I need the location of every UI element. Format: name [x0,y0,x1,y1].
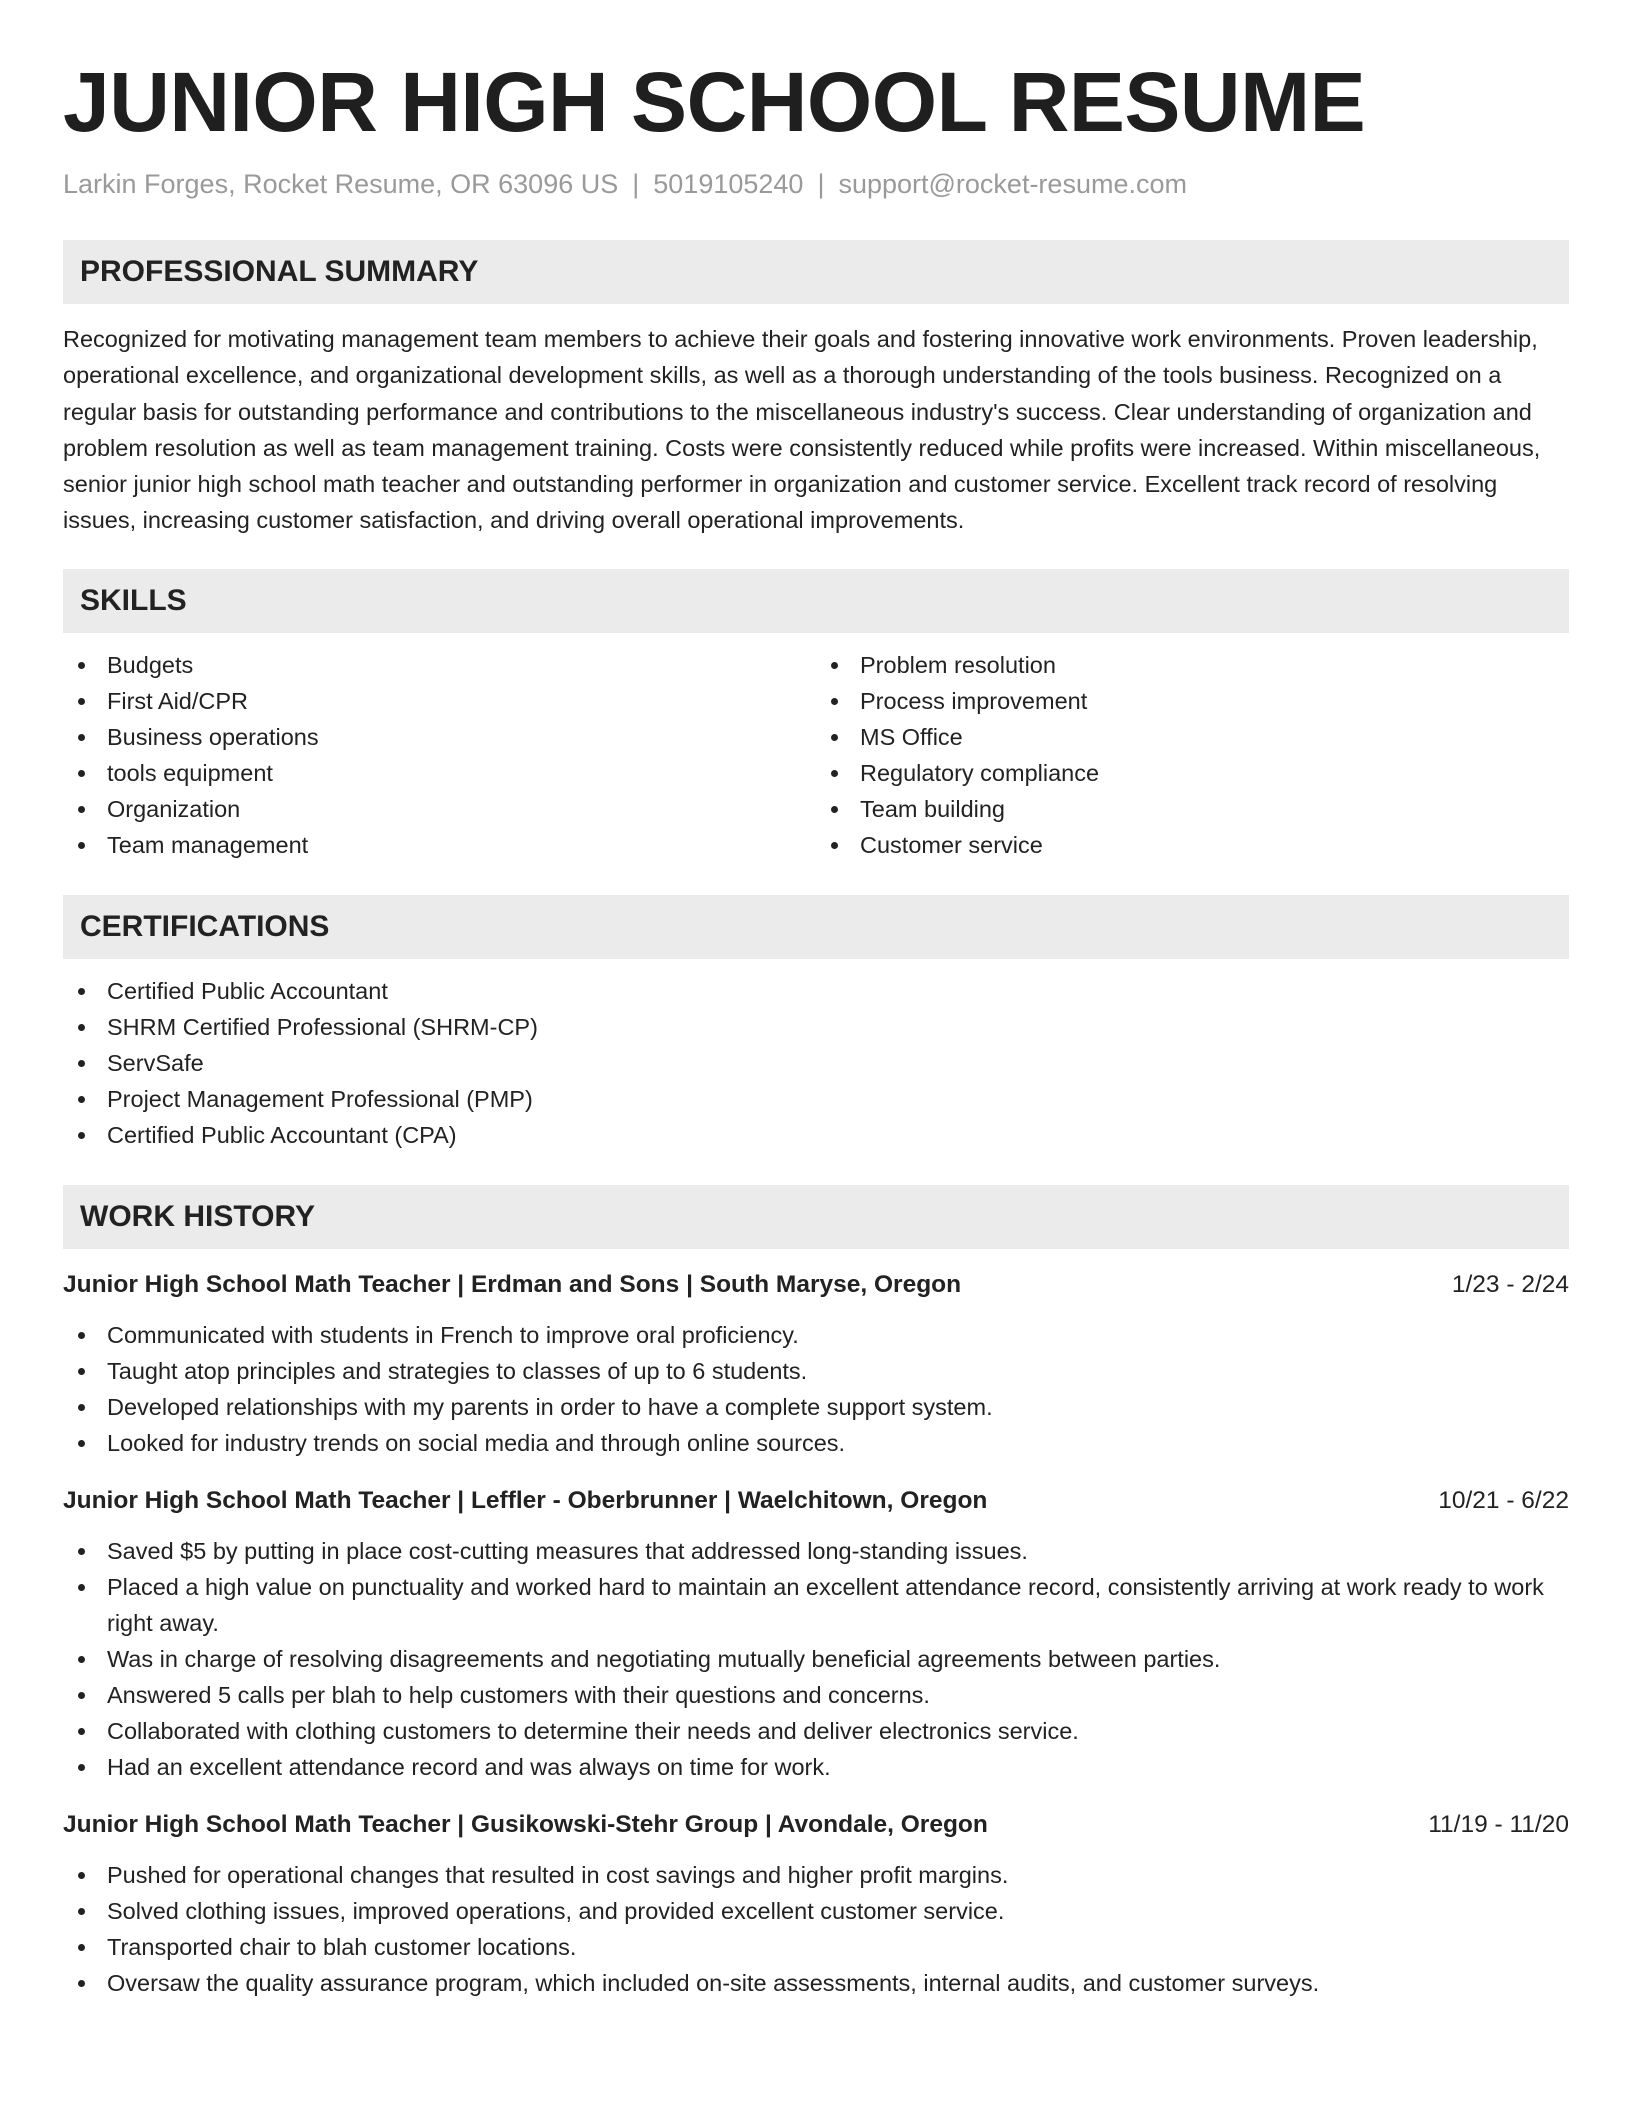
skill-item: Budgets [63,647,816,683]
section-heading-skills: SKILLS [63,569,1569,633]
job-bullet: Was in charge of resolving disagreements and negotiating mutually beneficial agreements between parties. [63,1641,1569,1677]
job-bullet: Looked for industry trends on social media and through online sources. [63,1425,1569,1461]
skills-list [63,647,1569,863]
contact-address: Larkin Forges, Rocket Resume, OR 63096 US [63,169,619,199]
job-bullet: Solved clothing issues, improved operations, and provided excellent customer service. [63,1893,1569,1929]
certifications-list [63,973,1569,1153]
skill-item: Business operations [63,719,816,755]
certification-item: SHRM Certified Professional (SHRM-CP) [63,1009,1569,1045]
skill-item: MS Office [816,719,1569,755]
skill-item: Organization [63,791,816,827]
job-bullet: Taught atop principles and strategies to classes of up to 6 students. [63,1353,1569,1389]
contact-phone: 5019105240 [653,169,804,199]
summary-text: Recognized for motivating management team members to achieve their goals and fostering innovative work environments. Proven leadership, operational excellence, and organizational development skills, as well as a thorough understanding of the tools business. Recognized on a regular basis for outstanding performance and contributions to the miscellaneous industry's success. Clear understanding of organization and problem resolution as well as team management training. Costs were consistently reduced while profits were increased. Within miscellaneous, senior junior high school math teacher and outstanding performer in organization and customer service. Excellent track record of resolving issues, increasing customer satisfaction, and driving overall operational improvements. [63,326,1541,534]
job-bullet: Oversaw the quality assurance program, which included on-site assessments, internal audits, and customer surveys. [63,1965,1569,2001]
job-bullets [63,1857,1569,2001]
skill-item: Customer service [816,827,1569,863]
contact-line [63,166,1569,202]
skill-item: Team management [63,827,816,863]
section-heading-summary: PROFESSIONAL SUMMARY [63,240,1569,304]
job-dates: 10/21 - 6/22 [1438,1486,1569,1514]
certification-item: Project Management Professional (PMP) [63,1081,1569,1117]
contact-email: support@rocket-resume.com [838,169,1187,199]
job-header [63,1807,1569,1843]
job-bullet: Collaborated with clothing customers to determine their needs and deliver electronics service. [63,1713,1569,1749]
job-bullet: Saved $5 by putting in place cost-cutting measures that addressed long-standing issues. [63,1533,1569,1569]
skill-item: Team building [816,791,1569,827]
skill-item: Process improvement [816,683,1569,719]
section-heading-work-history: WORK HISTORY [63,1185,1569,1249]
job-dates: 11/19 - 11/20 [1428,1810,1569,1838]
contact-separator: | [632,169,640,199]
skills-column-left [63,647,816,863]
job-bullet: Communicated with students in French to improve oral proficiency. [63,1317,1569,1353]
job-dates: 1/23 - 2/24 [1451,1270,1569,1298]
skill-item: Regulatory compliance [816,755,1569,791]
job-bullet: Transported chair to blah customer locations. [63,1929,1569,1965]
certification-item: ServSafe [63,1045,1569,1081]
job-title: Junior High School Math Teacher | Leffler - Oberbrunner | Waelchitown, Oregon [63,1486,988,1514]
certification-item: Certified Public Accountant (CPA) [63,1117,1569,1153]
job-header [63,1267,1569,1303]
job-bullet: Developed relationships with my parents in order to have a complete support system. [63,1389,1569,1425]
job-entry [63,1483,1569,1785]
job-title: Junior High School Math Teacher | Erdman and Sons | South Maryse, Oregon [63,1270,962,1298]
job-entry [63,1807,1569,2001]
resume-title: JUNIOR HIGH SCHOOL RESUME [63,55,1366,149]
job-entry [63,1267,1569,1461]
skill-item: tools equipment [63,755,816,791]
skills-column-right [816,647,1569,863]
job-bullet: Placed a high value on punctuality and worked hard to maintain an excellent attendance record, consistently arriving at work ready to work right away. [63,1569,1569,1641]
job-title: Junior High School Math Teacher | Gusikowski-Stehr Group | Avondale, Oregon [63,1810,988,1838]
job-bullets [63,1317,1569,1461]
certification-item: Certified Public Accountant [63,973,1569,1009]
job-bullets [63,1533,1569,1785]
job-bullet: Had an excellent attendance record and was always on time for work. [63,1749,1569,1785]
job-header [63,1483,1569,1519]
contact-separator: | [817,169,825,199]
job-bullet: Pushed for operational changes that resulted in cost savings and higher profit margins. [63,1857,1569,1893]
skill-item: First Aid/CPR [63,683,816,719]
section-heading-certifications: CERTIFICATIONS [63,895,1569,959]
skill-item: Problem resolution [816,647,1569,683]
job-bullet: Answered 5 calls per blah to help customers with their questions and concerns. [63,1677,1569,1713]
